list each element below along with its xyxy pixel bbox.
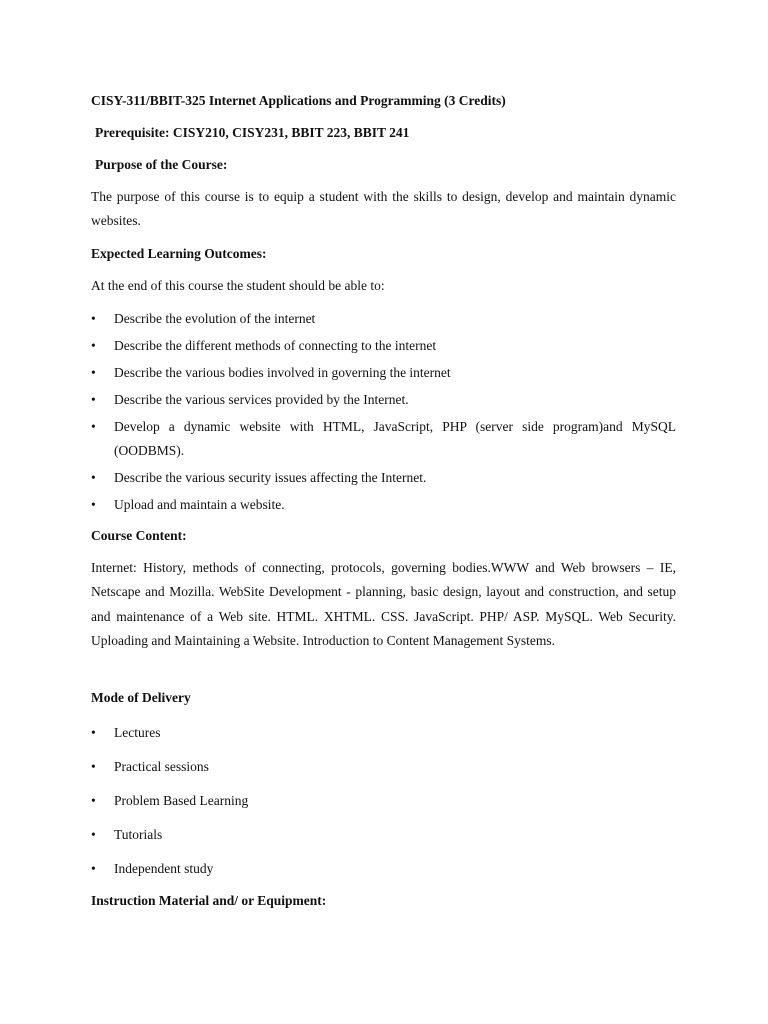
list-item — [91, 721, 676, 745]
list-item — [91, 755, 676, 779]
content-heading: Course Content: — [91, 528, 187, 543]
list-item-text: Describe the different methods of connecting to the internet — [114, 338, 437, 353]
bullet-icon: • — [91, 338, 96, 353]
list-item-text: Describe the evolution of the internet — [114, 311, 316, 326]
bullet-icon: • — [91, 392, 96, 407]
list-item-text: Upload and maintain a website. — [114, 497, 285, 512]
list-item-text: Develop a dynamic website with HTML, JavaScript, PHP (server side program)and MySQL (OODBMS). — [114, 419, 676, 458]
list-item-text: Describe the various bodies involved in governing the internet — [114, 365, 451, 380]
list-item — [91, 823, 676, 847]
bullet-icon: • — [91, 419, 96, 434]
bullet-icon: • — [91, 497, 96, 512]
list-item — [91, 466, 676, 490]
list-item — [91, 789, 676, 813]
delivery-heading: Mode of Delivery — [91, 690, 191, 705]
list-item — [91, 307, 676, 331]
materials-heading: Instruction Material and/ or Equipment: — [91, 893, 327, 908]
list-item-text: Independent study — [114, 861, 214, 876]
bullet-icon: • — [91, 365, 96, 380]
list-item-text: Describe the various security issues affecting the Internet. — [114, 470, 427, 485]
purpose-heading: Purpose of the Course: — [95, 157, 228, 172]
outcomes-heading: Expected Learning Outcomes: — [91, 246, 267, 261]
prerequisite-line: Prerequisite: CISY210, CISY231, BBIT 223, BBIT 241 — [95, 125, 410, 140]
list-item — [91, 857, 676, 881]
list-item-text: Problem Based Learning — [114, 793, 249, 808]
list-item-text: Lectures — [114, 725, 161, 740]
outcomes-intro: At the end of this course the student should be able to: — [91, 278, 385, 293]
list-item-text: Tutorials — [114, 827, 163, 842]
list-item — [91, 334, 676, 358]
bullet-icon: • — [91, 725, 96, 740]
bullet-icon: • — [91, 759, 96, 774]
bullet-icon: • — [91, 793, 96, 808]
bullet-icon: • — [91, 470, 96, 485]
list-item — [91, 415, 676, 463]
list-item — [91, 388, 676, 412]
course-title: CISY-311/BBIT-325 Internet Applications and Programming (3 Credits) — [91, 93, 506, 108]
list-item — [91, 361, 676, 385]
bullet-icon: • — [91, 827, 96, 842]
content-paragraph: Internet: History, methods of connecting, protocols, governing bodies.WWW and Web browsers – IE, Netscape and Mozilla. WebSite Development - planning, basic design, layout and construction, and setup and maintenance of a Web site. HTML. XHTML. CSS. JavaScript. PHP/ ASP. MySQL. Web Security. Uploading and Maintaining a Website. Introduction to Content Management Systems. — [91, 560, 676, 649]
bullet-icon: • — [91, 861, 96, 876]
list-item — [91, 493, 676, 517]
purpose-paragraph: The purpose of this course is to equip a student with the skills to design, develop and maintain dynamic websites. — [91, 189, 676, 229]
list-item-text: Practical sessions — [114, 759, 209, 774]
list-item-text: Describe the various services provided by the Internet. — [114, 392, 409, 407]
bullet-icon: • — [91, 311, 96, 326]
